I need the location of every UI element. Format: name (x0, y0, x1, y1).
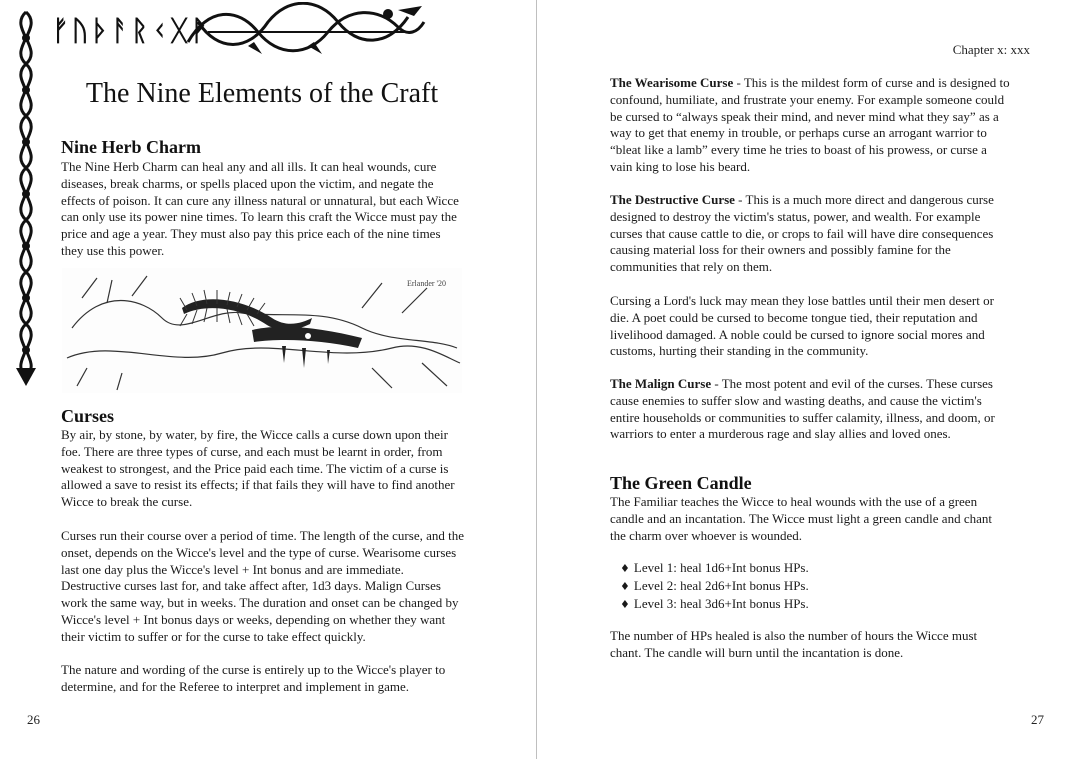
wearisome-curse-text: - This is the mildest form of curse and is designed to confound, humiliate, and frustrate your enemy. For example someone could be cursed to “always speak their mind, and never mind what they say” as a way to get that enemy in trouble, or perhaps curse an arrogant warrior to “bleat like a lamb” every time he tries to boast of his prowess, or curse a vain king to lose his beard. (610, 75, 1010, 174)
malign-curse-label: The Malign Curse (610, 376, 712, 391)
section-heading-green-candle: The Green Candle (610, 473, 752, 493)
green-candle-closing-text: The number of HPs healed is also the number of hours the Wicce must chant. The candle will burn until the incantation is done. (610, 628, 978, 660)
page-number-right: 27 (1031, 712, 1044, 727)
malign-curse-text: - The most potent and evil of the curses. These curses cause enemies to suffer slow and wasting deaths, and cause the victim's entire households or communities to suffer calamity, illness, and doom, or warriors to enter a murderous rage and slay allies and loved ones. (610, 376, 995, 442)
green-candle-text: The Familiar teaches the Wicce to heal wounds with the use of a green candle and an incantation. The Wicce must light a green candle and chant the charm over whoever is wounded. (610, 494, 992, 543)
section-heading-nine-herb-charm: Nine Herb Charm (61, 137, 201, 157)
chapter-label: Chapter x: xxx (952, 42, 1030, 57)
destructive-curse-text: - This is a much more direct and dangerous curse designed to destroy the victim's status, power, and wealth. For example curses that cause cattle to die, or crops to fail will have dire consequences causing material loss for their owners and possibly famine for the communities that rely on them. (610, 192, 994, 275)
healing-level-list (620, 560, 809, 613)
page-title: The Nine Elements of the Craft (85, 78, 439, 109)
list-item: ♦ Level 2: heal 2d6+Int bonus HPs. (620, 578, 809, 596)
runic-title: ᚠᚢᚦᚨᚱᚲᚷᚹ (52, 14, 211, 47)
left-page (0, 0, 536, 759)
illustration-signature: Erlander '20 (407, 279, 446, 288)
list-item: ♦ Level 3: heal 3d6+Int bonus HPs. (620, 596, 809, 614)
nine-herb-charm-text: The Nine Herb Charm can heal any and all ills. It can heal wounds, cure diseases, break charms, or spells placed upon the victim, and negate the effects of poison. It can cure any illness natural or unnatural, but each Wicce can only use its power nine times. To learn this craft the Wicce must pay the price and age a year. They must also pay this price each of the nine times they use this power. (61, 159, 459, 258)
curses-paragraph-2: Curses run their course over a period of time. The length of the curse, and the onset, depends on the Wicce's level and the type of curse. Wearisome curses last one day plus the Wicce's level + Int bonus and are immediate. Destructive curses last for, and take affect after, 1d3 days. Malign Curses work the same way, but in weeks. The duration and onset can be changed by Wicce's level + Int bonus days or weeks, depending on whether they want their victim to suffer or for the curse to take effect quickly. (61, 528, 464, 644)
section-heading-curses: Curses (61, 406, 114, 426)
page-number-left: 26 (27, 712, 40, 727)
destructive-curse-paragraph (610, 192, 1010, 276)
wearisome-curse-paragraph (610, 75, 1010, 176)
list-item: ♦ Level 1: heal 1d6+Int bonus HPs. (620, 560, 809, 578)
right-page (537, 0, 1074, 759)
malign-curse-paragraph (610, 376, 1010, 443)
curses-paragraph-3: The nature and wording of the curse is entirely up to the Wicce's player to determine, and for the Referee to interpret and implement in game. (61, 662, 446, 694)
destructive-curse-label: The Destructive Curse (610, 192, 735, 207)
cursing-lords-paragraph: Cursing a Lord's luck may mean they lose battles until their men desert or die. A poet could be cursed to become tongue tied, their reputation and livelihood damaged. A noble could be cursed to ignore social mores and customs, hurting their standing in the community. (610, 293, 994, 359)
curses-paragraph-1: By air, by stone, by water, by fire, the Wicce calls a curse down upon their foe. There are three types of curse, and each must be learnt in order, from weakest to strongest, and the Price paid each time. The victim of a curse is allowed a save to resist its effects; if that fails they will have to find another Wicce to break the curse. (61, 427, 455, 510)
knotwork-border-icon (4, 8, 48, 386)
herb-centipede-illustration-icon (62, 268, 462, 393)
wearisome-curse-label: The Wearisome Curse (610, 75, 734, 90)
